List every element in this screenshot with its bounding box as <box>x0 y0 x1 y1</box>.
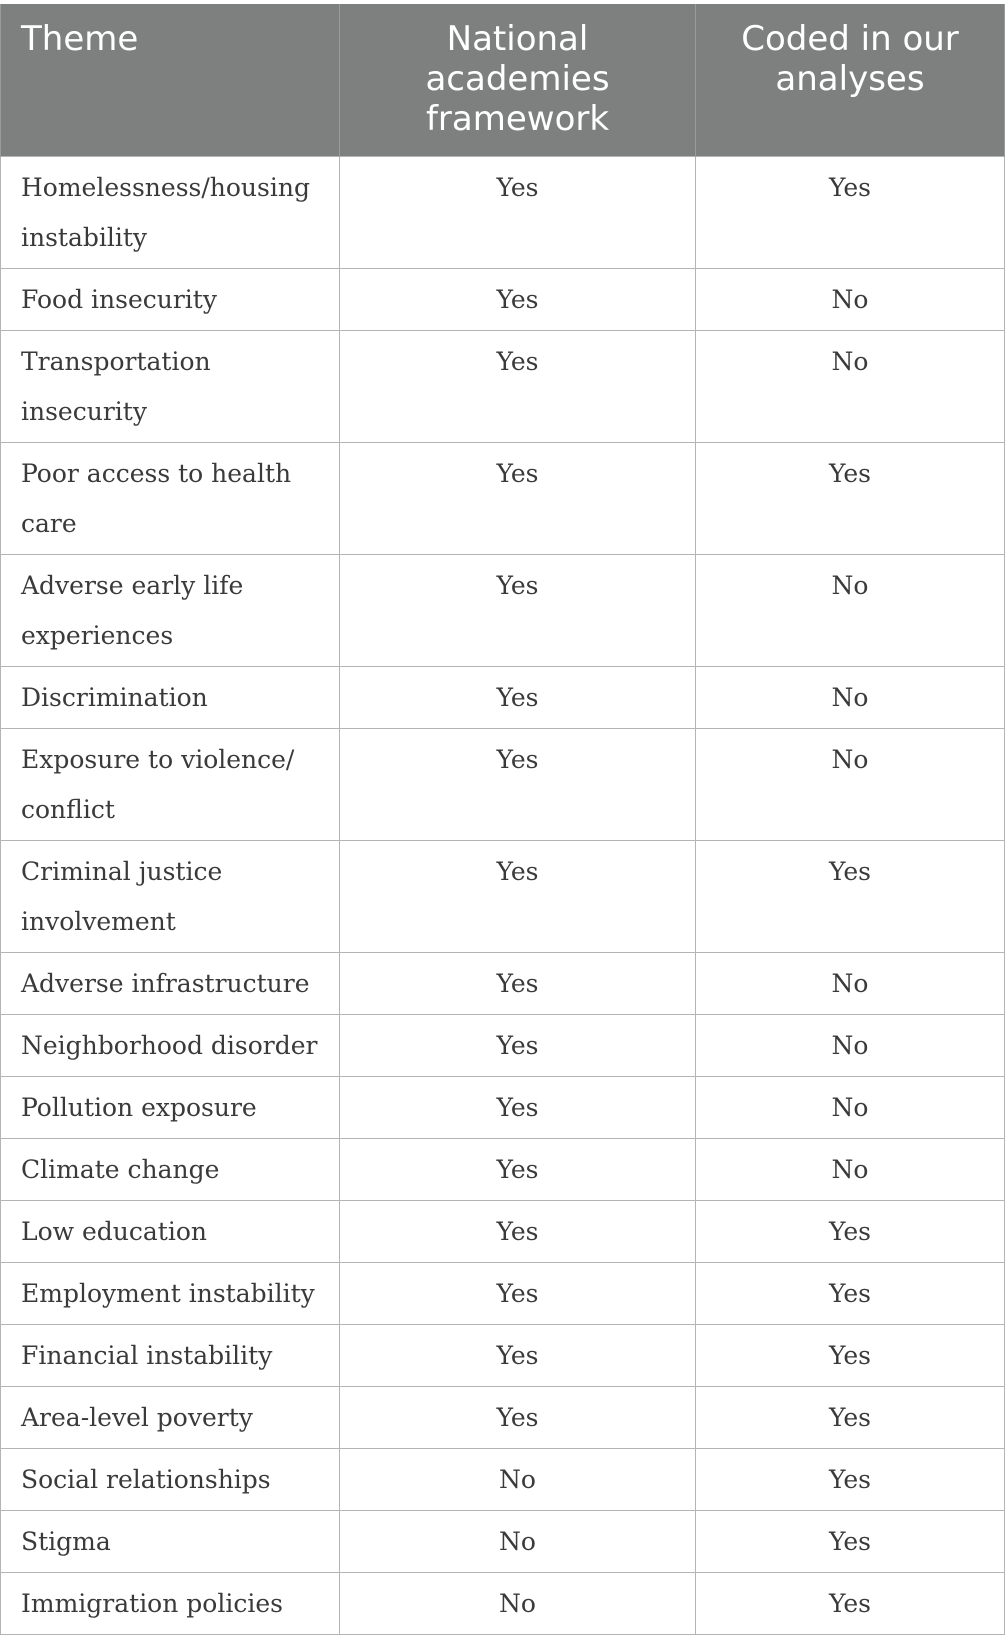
theme-cell: Immigration policies <box>1 1572 340 1634</box>
table-row <box>1 1510 1005 1572</box>
coded-cell: Yes <box>696 1262 1005 1324</box>
national-framework-cell: Yes <box>340 156 696 268</box>
coded-cell: No <box>696 330 1005 442</box>
theme-cell: Area-level poverty <box>1 1386 340 1448</box>
theme-cell: Exposure to violence/ conflict <box>1 728 340 840</box>
table-row <box>1 1138 1005 1200</box>
table-row <box>1 1324 1005 1386</box>
table-row <box>1 1014 1005 1076</box>
national-framework-cell: Yes <box>340 268 696 330</box>
table-row <box>1 1572 1005 1634</box>
national-framework-cell: Yes <box>340 952 696 1014</box>
theme-cell: Neighborhood disorder <box>1 1014 340 1076</box>
theme-cell: Adverse early life experiences <box>1 554 340 666</box>
table-row <box>1 554 1005 666</box>
theme-cell: Food insecurity <box>1 268 340 330</box>
national-framework-cell: Yes <box>340 330 696 442</box>
national-framework-cell: Yes <box>340 442 696 554</box>
header-row <box>1 4 1005 156</box>
coded-cell: No <box>696 728 1005 840</box>
national-framework-cell: Yes <box>340 840 696 952</box>
coded-cell: Yes <box>696 1510 1005 1572</box>
coded-cell: No <box>696 1014 1005 1076</box>
national-framework-cell: Yes <box>340 554 696 666</box>
table-row <box>1 268 1005 330</box>
coded-cell: No <box>696 666 1005 728</box>
coded-cell: Yes <box>696 1324 1005 1386</box>
header-theme: Theme <box>1 4 340 156</box>
table-row <box>1 666 1005 728</box>
themes-table-container <box>0 4 1004 1635</box>
theme-cell: Criminal justice involvement <box>1 840 340 952</box>
table-row <box>1 1386 1005 1448</box>
coded-cell: Yes <box>696 840 1005 952</box>
coded-cell: Yes <box>696 1200 1005 1262</box>
coded-cell: No <box>696 268 1005 330</box>
table-row <box>1 156 1005 268</box>
coded-cell: Yes <box>696 1386 1005 1448</box>
national-framework-cell: Yes <box>340 1138 696 1200</box>
coded-cell: Yes <box>696 1448 1005 1510</box>
coded-cell: No <box>696 952 1005 1014</box>
national-framework-cell: Yes <box>340 728 696 840</box>
header-national-academies-framework: National academies framework <box>340 4 696 156</box>
coded-cell: Yes <box>696 442 1005 554</box>
theme-cell: Discrimination <box>1 666 340 728</box>
national-framework-cell: No <box>340 1572 696 1634</box>
table-row <box>1 442 1005 554</box>
national-framework-cell: No <box>340 1510 696 1572</box>
theme-cell: Employment instability <box>1 1262 340 1324</box>
coded-cell: Yes <box>696 1572 1005 1634</box>
national-framework-cell: Yes <box>340 1076 696 1138</box>
coded-cell: No <box>696 554 1005 666</box>
coded-cell: No <box>696 1076 1005 1138</box>
table-row <box>1 840 1005 952</box>
table-row <box>1 1200 1005 1262</box>
coded-cell: Yes <box>696 156 1005 268</box>
table-body <box>1 156 1005 1634</box>
theme-cell: Climate change <box>1 1138 340 1200</box>
table-row <box>1 728 1005 840</box>
national-framework-cell: Yes <box>340 666 696 728</box>
header-coded-in-our-analyses: Coded in our analyses <box>696 4 1005 156</box>
national-framework-cell: No <box>340 1448 696 1510</box>
table-row <box>1 1448 1005 1510</box>
coded-cell: No <box>696 1138 1005 1200</box>
national-framework-cell: Yes <box>340 1262 696 1324</box>
table-row <box>1 1076 1005 1138</box>
theme-cell: Low education <box>1 1200 340 1262</box>
themes-table <box>0 4 1005 1635</box>
national-framework-cell: Yes <box>340 1014 696 1076</box>
national-framework-cell: Yes <box>340 1324 696 1386</box>
theme-cell: Pollution exposure <box>1 1076 340 1138</box>
theme-cell: Financial instability <box>1 1324 340 1386</box>
national-framework-cell: Yes <box>340 1200 696 1262</box>
table-row <box>1 1262 1005 1324</box>
theme-cell: Homelessness/housing instability <box>1 156 340 268</box>
theme-cell: Transportation insecurity <box>1 330 340 442</box>
national-framework-cell: Yes <box>340 1386 696 1448</box>
table-header <box>1 4 1005 156</box>
theme-cell: Adverse infrastructure <box>1 952 340 1014</box>
theme-cell: Poor access to health care <box>1 442 340 554</box>
theme-cell: Social relationships <box>1 1448 340 1510</box>
table-row <box>1 330 1005 442</box>
table-row <box>1 952 1005 1014</box>
theme-cell: Stigma <box>1 1510 340 1572</box>
